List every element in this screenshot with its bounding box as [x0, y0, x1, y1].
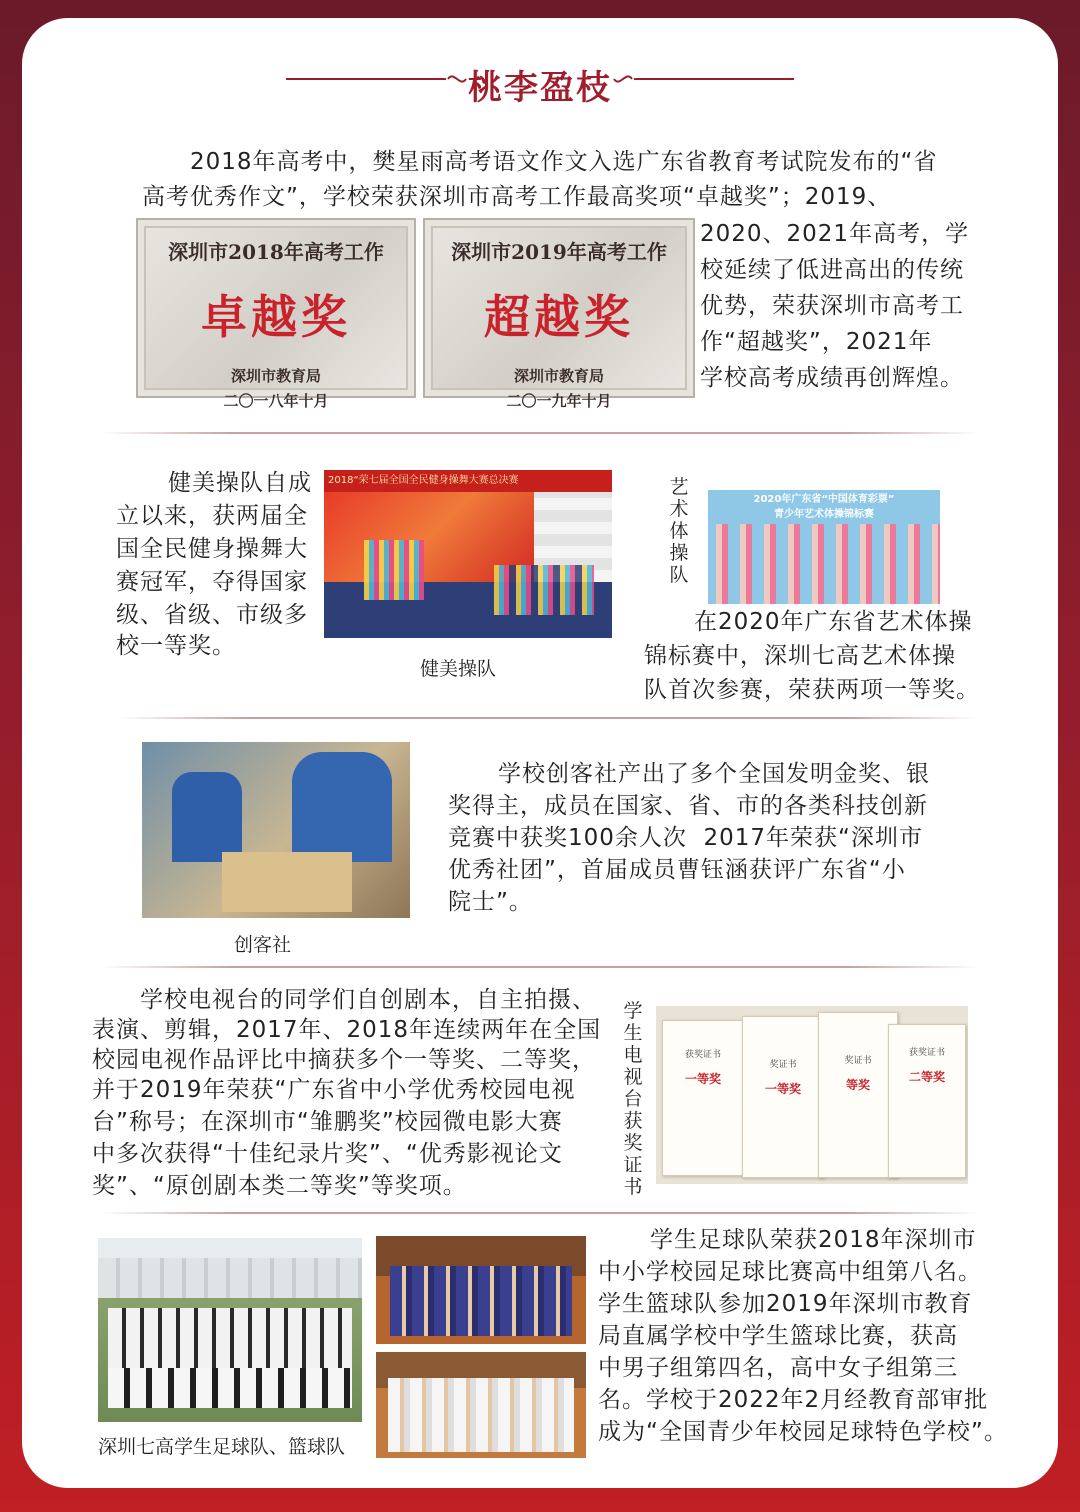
certificate-3: [818, 1012, 898, 1178]
gymnastics-athletes: [708, 524, 940, 604]
s4-line-1: 学校电视台的同学们自创剧本，自主拍摄、: [140, 987, 596, 1013]
s5-line-1: 学生足球队荣获2018年深圳市: [650, 1227, 977, 1253]
s3-line-1: 学校创客社产出了多个全国发明金奖、银: [498, 761, 930, 787]
certificate-4: [888, 1024, 966, 1178]
s2-left-line-3: 国全民健身操舞大: [116, 536, 308, 562]
s5-line-7: 成为“全国青少年校园足球特色学校”。: [598, 1419, 1008, 1445]
basketball-boys-photo: [376, 1236, 586, 1344]
plaque-2018-issuer: 深圳市教育局: [230, 367, 321, 385]
gymnastics-banner-sub: 青少年艺术体操锦标赛: [774, 509, 874, 520]
s2-right-line-3: 队首次参赛，荣获两项一等奖。: [644, 677, 980, 703]
football-team-photo: [98, 1238, 362, 1422]
s5-line-2: 中小学校园足球比赛高中组第八名。: [598, 1259, 982, 1285]
sports-teams-caption: 深圳七高学生足球队、篮球队: [98, 1436, 346, 1458]
aerobics-performers-right: [494, 565, 594, 615]
tv-awards-photo: [656, 1006, 968, 1184]
aerobics-performers-left: [364, 540, 424, 600]
student-right: [292, 752, 392, 862]
s2-left-line-2: 立以来，获两届全: [116, 503, 308, 529]
s4-line-7: 奖”、“原创剧本类二等奖”等奖项。: [92, 1173, 467, 1199]
divider-4: [100, 1212, 980, 1214]
s4-line-5: 台”称号；在深圳市“雏鹏奖”校园微电影大赛: [92, 1109, 563, 1135]
football-players-front: [108, 1368, 352, 1408]
section-title: [280, 54, 800, 108]
girls-team: [388, 1378, 574, 1452]
plaque-2018-date: 二〇一八年十月: [223, 392, 329, 410]
s3-line-5: 院士”。: [448, 889, 533, 915]
s2-left-line-6: 校一等奖。: [116, 633, 236, 659]
s4-line-3: 校园电视作品评比中摘获多个一等奖、二等奖，: [92, 1047, 596, 1073]
plaque-2019-issuer: 深圳市教育局: [513, 367, 604, 385]
boys-team: [390, 1266, 572, 1336]
s1-line-6: 作“超越奖”，2021年: [700, 329, 933, 355]
s1-line-1: 2018年高考中，樊星雨高考语文作文入选广东省教育考试院发布的“省: [190, 149, 938, 175]
maker-model: [222, 852, 352, 912]
s1-line-7: 学校高考成绩再创辉煌。: [700, 365, 964, 391]
s4-line-4: 并于2019年荣获“广东省中小学优秀校园电视: [92, 1077, 576, 1103]
page-title: 桃李盈枝: [468, 68, 612, 108]
certificate-3-award: 等奖: [845, 1078, 870, 1092]
certificate-3-header: 奖证书: [844, 1056, 872, 1066]
tv-awards-vertical-caption: 学生电视台获奖证书: [623, 1000, 643, 1198]
plaque-2019-title: 深圳市2019年高考工作: [451, 240, 667, 264]
s5-line-6: 名。学校于2022年2月经教育部审批: [598, 1387, 989, 1413]
s3-line-4: 优秀社团”，首届成员曹钰涵获评广东省“小: [448, 857, 906, 883]
plaque-2019-award: 超越奖: [484, 290, 634, 344]
divider-1: [100, 432, 980, 434]
s3-line-2: 奖得主，成员在国家、省、市的各类科技创新: [448, 793, 928, 819]
s3-line-3: 竞赛中获奖100余人次 2017年荣获“深圳市: [448, 825, 923, 851]
football-building: [98, 1258, 362, 1298]
s4-line-6: 中多次获得“十佳纪录片奖”、“优秀影视论文: [92, 1141, 563, 1167]
aerobics-caption: 健美操队: [420, 658, 497, 680]
s5-line-4: 局直属学校中学生篮球比赛，获高: [598, 1323, 958, 1349]
s1-line-2: 高考优秀作文”，学校荣获深圳市高考工作最高奖项“卓越奖”；2019、: [142, 184, 892, 210]
s5-line-5: 中男子组第四名，高中女子组第三: [598, 1355, 958, 1381]
s5-line-3: 学生篮球队参加2019年深圳市教育: [598, 1291, 973, 1317]
maker-club-caption: 创客社: [234, 934, 292, 956]
ornament-right-icon: [612, 68, 634, 90]
maker-club-photo: [142, 742, 410, 918]
plaque-2018: [136, 218, 416, 410]
s2-left-line-5: 级、省级、市级多: [116, 602, 308, 628]
gymnastics-team-photo: [708, 464, 940, 604]
s2-left-line-1: 健美操队自成: [168, 470, 312, 496]
certificate-2-header: 奖证书: [769, 1060, 797, 1070]
gymnastics-vertical-caption: 艺术体操队: [669, 476, 689, 586]
certificate-1-award: 一等奖: [684, 1072, 721, 1086]
s1-line-4: 校延续了低进高出的传统: [700, 257, 964, 283]
football-players-back: [108, 1308, 352, 1368]
basketball-girls-photo: [376, 1352, 586, 1458]
aerobics-team-photo: [324, 470, 612, 638]
s2-right-line-1: 在2020年广东省艺术体操: [694, 609, 973, 635]
certificate-1-header: 获奖证书: [684, 1050, 721, 1060]
certificate-2: [742, 1016, 824, 1178]
title-rule-right: [634, 78, 794, 80]
student-left: [172, 772, 242, 862]
s2-right-line-2: 锦标赛中，深圳七高艺术体操: [644, 643, 956, 669]
aerobics-banner: 2018“荣七届全国全民健身操舞大赛总决赛: [324, 470, 612, 492]
plaque-2019: [423, 218, 695, 410]
certificate-1: [662, 1020, 744, 1176]
s2-left-line-4: 赛冠军，夺得国家: [116, 569, 308, 595]
gymnastics-banner-title: 2020年广东省“中国体育彩票”: [753, 494, 895, 505]
divider-3: [100, 966, 980, 968]
plaque-2018-title: 深圳市2018年高考工作: [168, 240, 384, 264]
gymnastics-logo-strip: [708, 464, 940, 490]
certificate-4-header: 获奖证书: [908, 1048, 945, 1058]
certificate-2-award: 一等奖: [764, 1082, 801, 1096]
divider-2: [118, 717, 978, 719]
s1-line-5: 优势，荣获深圳市高考工: [700, 293, 964, 319]
certificate-4-award: 二等奖: [908, 1070, 945, 1084]
s1-line-3: 2020、2021年高考，学: [700, 221, 970, 247]
s4-line-2: 表演、剪辑，2017年、2018年连续两年在全国: [92, 1017, 602, 1043]
plaque-2018-award: 卓越奖: [201, 290, 351, 344]
plaque-2019-date: 二〇一九年十月: [506, 392, 612, 410]
